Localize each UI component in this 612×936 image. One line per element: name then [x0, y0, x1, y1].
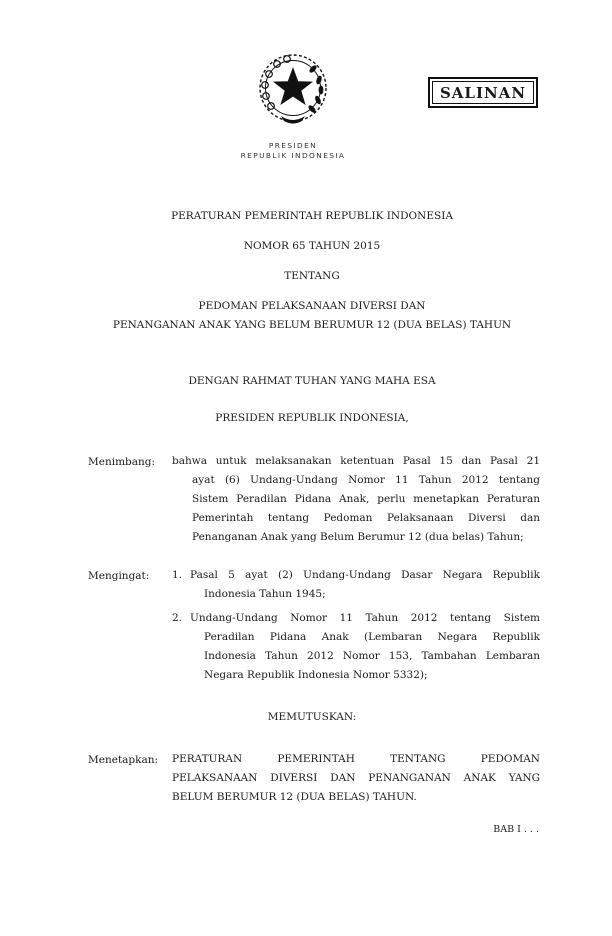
salinan-stamp	[428, 77, 538, 108]
garuda-star-emblem-icon	[255, 50, 331, 126]
menimbang-label: Menimbang:	[88, 456, 156, 468]
salinan-label: SALINAN	[439, 83, 527, 102]
mengingat-item	[190, 609, 540, 685]
mengingat-line: Indonesia Tahun 2012 Nomor 153, Tambahan Lembaran	[204, 650, 540, 662]
mengingat-label: Mengingat:	[88, 570, 150, 582]
menetapkan-paragraph	[172, 750, 540, 807]
next-page-reference: BAB I . . .	[493, 824, 539, 835]
menetapkan-line: BELUM BERUMUR 12 (DUA BELAS) TAHUN.	[172, 791, 417, 803]
menimbang-line: Sistem Peradilan Pidana Anak, perlu menetapkan Peraturan	[192, 493, 540, 505]
mengingat-item	[190, 566, 540, 604]
menimbang-line: ayat (6) Undang-Undang Nomor 11 Tahun 2012 tentang	[192, 474, 540, 486]
menetapkan-line: PELAKSANAAN DIVERSI DAN PENANGANAN ANAK YANG	[172, 772, 540, 784]
decision-heading: MEMUTUSKAN:	[267, 711, 357, 723]
mengingat-item-number: 2.	[172, 612, 183, 624]
menetapkan-label: Menetapkan:	[88, 754, 159, 766]
mengingat-line: Indonesia Tahun 1945;	[204, 588, 326, 600]
president-line: PRESIDEN REPUBLIK INDONESIA,	[215, 412, 409, 424]
regulation-title: PERATURAN PEMERINTAH REPUBLIK INDONESIA	[171, 210, 453, 222]
subject-line2: PENANGANAN ANAK YANG BELUM BERUMUR 12 (DUA BELAS) TAHUN	[112, 319, 512, 331]
mengingat-line: Peradilan Pidana Anak (Lembaran Negara Republik	[204, 631, 540, 643]
office-title-line1: PRESIDEN	[268, 141, 318, 150]
office-title-line2: REPUBLIK INDONESIA	[240, 151, 346, 160]
menimbang-line: Pemerintah tentang Pedoman Pelaksanaan Diversi dan	[192, 512, 540, 524]
mengingat-item-number: 1.	[172, 569, 183, 581]
menimbang-line: Penanganan Anak yang Belum Berumur 12 (dua belas) Tahun;	[192, 531, 524, 543]
mengingat-line: Negara Republik Indonesia Nomor 5332);	[204, 669, 428, 681]
menimbang-line: bahwa untuk melaksanakan ketentuan Pasal 15 dan Pasal 21	[172, 455, 540, 467]
menimbang-paragraph	[172, 452, 540, 547]
mengingat-line: Pasal 5 ayat (2) Undang-Undang Dasar Negara Republik	[190, 569, 540, 581]
mengingat-line: Undang-Undang Nomor 11 Tahun 2012 tentang Sistem	[190, 612, 540, 624]
subject-line1: PEDOMAN PELAKSANAAN DIVERSI DAN	[198, 300, 426, 312]
menetapkan-line: PERATURAN PEMERINTAH TENTANG PEDOMAN	[172, 753, 540, 765]
regulation-number: NOMOR 65 TAHUN 2015	[243, 240, 381, 252]
blessing-line: DENGAN RAHMAT TUHAN YANG MAHA ESA	[188, 375, 436, 387]
about-heading: TENTANG	[284, 270, 340, 282]
